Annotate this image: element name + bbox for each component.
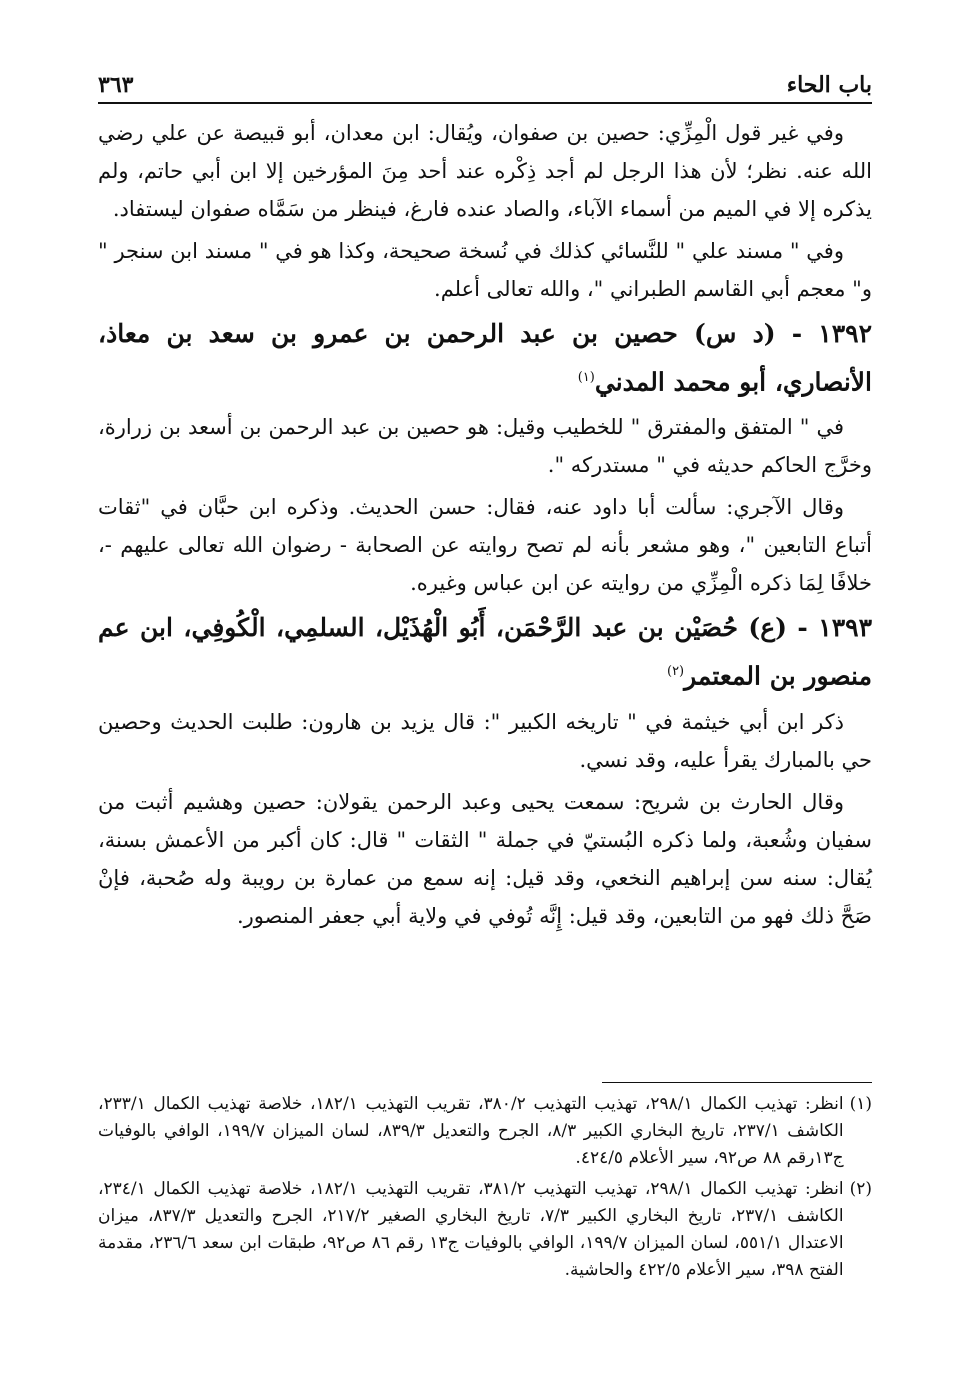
chapter-title: باب الحاء — [786, 72, 872, 98]
entry-heading-1392 — [98, 312, 872, 404]
entry-heading-text: ١٣٩٢ - (د س) حصين بن عبد الرحمن بن عمرو بن سعد بن معاذ، الأنصاري، أبو محمد المدني — [98, 319, 872, 397]
footnote-text: انظر: تهذيب الكمال ٢٩٨/١، تهذيب التهذيب ٣٨٠/٢، تقريب التهذيب ١٨٢/١، خلاصة تهذيب الكمال ٢٣٣/١، الكاشف ٢٣٧/١، تاريخ البخاري الكبير ٨/٣، الجرح والتعديل ٨٣٩/٣، لسان الميزان ١٩٩/٧، الوافي بالوفيات ج١٣رقم ٨٨ ص٩٢، سير الأعلام ٤٢٤/٥. — [98, 1094, 844, 1168]
footnote-label: (٢) — [849, 1179, 872, 1199]
footnote-item — [98, 1091, 872, 1172]
paragraph: في " المتفق والمفترق " للخطيب وقيل: هو حصين بن عبد الرحمن بن أسعد بن زرارة، وخرَّج الحاكم حديثه في " مستدركه ". — [98, 415, 872, 478]
footnote-divider — [602, 1082, 872, 1083]
footnote-item — [98, 1176, 872, 1284]
paragraph: وفي " مسند علي " للنَّسائي كذلك في نُسخة صحيحة، وكذا هو في " مسند ابن سنجر " و" معجم أبي القاسم الطبراني "، والله تعالى أعلم. — [98, 239, 872, 301]
footnote-text: انظر: تهذيب الكمال ٢٩٨/١، تهذيب التهذيب ٣٨١/٢، تقريب التهذيب ١٨٢/١، خلاصة تهذيب الكمال ٢٣٤/١، الكاشف ٢٣٧/١، تاريخ البخاري الكبير ٧/٣، تاريخ البخاري الصغير ٢١٧/٢، الجرح والتعديل ٨٣٧/٣، ميزان الاعتدال ٥٥١/١، لسان الميزان ١٩٩/٧، الوافي بالوفيات ج١٣ رقم ٨٦ ص٩٢، طبقات ابن سعد ٢٣٦/٦، مقدمة الفتح ٣٩٨، سير الأعلام ٤٢٢/٥ والحاشية. — [98, 1179, 844, 1280]
entry-heading-text: ١٣٩٣ - (ع) حُصَيْن بن عبد الرَّحْمَن، أَبُو الْهُذَيْل، السلمِي، الْكُوفِي، ابن عم منصور بن المعتمر — [98, 613, 872, 691]
page-number: ٣٦٣ — [98, 72, 134, 98]
entry-heading-1393 — [98, 606, 872, 698]
paragraph: وفي غير قول الْمِزِّي: حصين بن صفوان، ويُقال: ابن معدان، أبو قبيصة عن علي رضي الله عنه. نظر؛ لأن هذا الرجل لم أجد ذِكْره عند أحد مِنَ المؤرخين إلا ابن أبي حاتم، ولم يذكره إلا في الميم من أسماء الآباء، والصاد عنده فارغ، فينظر من سَمَّاه صفوان ليستفاد. — [98, 121, 872, 221]
footnote-marker: (٢) — [666, 664, 685, 680]
running-header — [98, 62, 872, 104]
footnote-label: (١) — [849, 1094, 872, 1114]
page — [98, 62, 872, 939]
footnote-marker: (١) — [577, 370, 595, 385]
main-text — [98, 114, 872, 935]
paragraph: وقال الآجري: سألت أبا داود عنه، فقال: حسن الحديث. وذكره ابن حبَّان في "ثقات أتباع التابعين "، وهو مشعر بأنه لم تصح روايته عن الصحابة - رضوان الله تعالى عليهم -، خلافًا لِمَا ذكره الْمِزِّي من روايته عن ابن عباس وغيره. — [98, 495, 872, 596]
paragraph: وقال الحارث بن شريح: سمعت يحيى وعبد الرحمن يقولان: حصين وهشيم أثبت من سفيان وشُعبة، ولما ذكره البُستيّ في جملة " الثقات " قال: كان أكبر من الأعمش بسنة، يُقال: سنه سن إبراهيم النخعي، وقد قيل: إنه سمع من عمارة بن رويبة وله صُحبة، فإنْ صَحَّ ذلك فهو من التابعين، وقد قيل: إِنَّه تُوفي في ولاية أبي جعفر المنصور. — [98, 789, 872, 928]
footnotes — [98, 1082, 872, 1288]
paragraph: ذكر ابن أبي خيثمة في " تاريخه الكبير ": قال يزيد بن هارون: طلبت الحديث وحصين حي بالمبارك يقرأ عليه، وقد نسي. — [98, 709, 872, 772]
